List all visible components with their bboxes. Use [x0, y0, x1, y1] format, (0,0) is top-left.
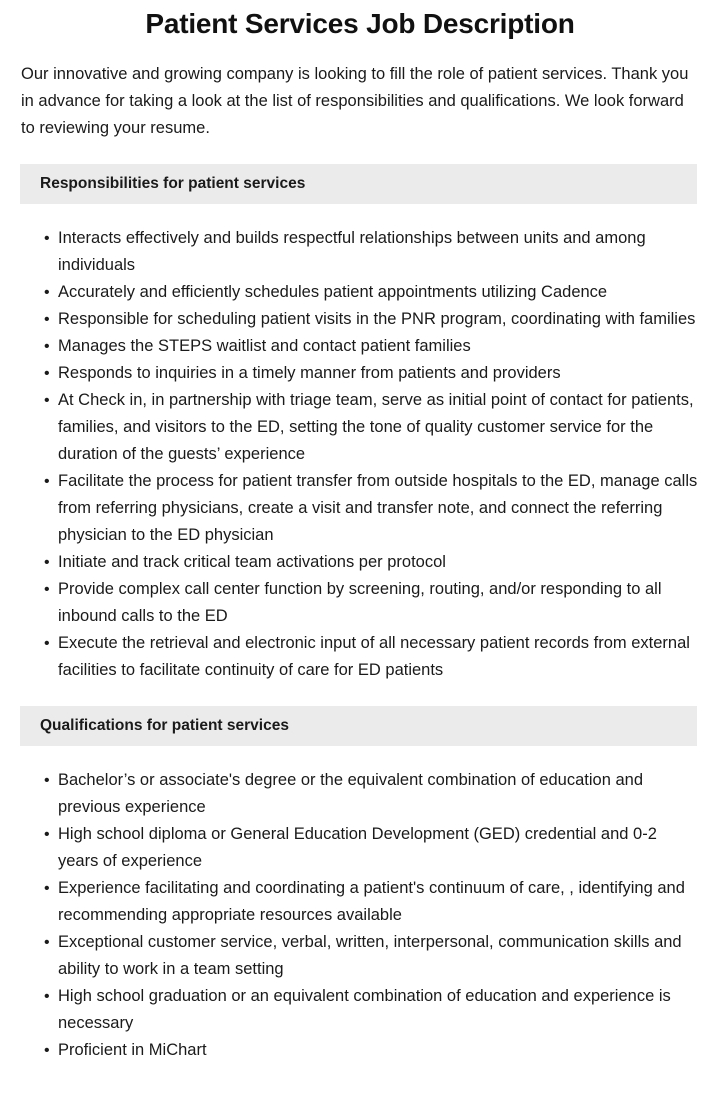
qualifications-section — [0, 706, 720, 1064]
list-item: • Accurately and efficiently schedules patient appointments utilizing Cadence — [44, 279, 698, 306]
list-item: • Interacts effectively and builds respectful relationships between units and among individuals — [44, 225, 698, 279]
responsibilities-list — [0, 204, 720, 684]
list-item: • Provide complex call center function by screening, routing, and/or responding to all inbound calls to the ED — [44, 576, 698, 630]
list-item: • Bachelor’s or associate's degree or the equivalent combination of education and previous experience — [44, 767, 698, 821]
list-item: • Initiate and track critical team activations per protocol — [44, 549, 698, 576]
qualifications-list — [0, 746, 720, 1064]
qualifications-heading-band — [20, 706, 697, 746]
responsibilities-heading-band — [20, 164, 697, 204]
list-item: • Manages the STEPS waitlist and contact patient families — [44, 333, 698, 360]
responsibilities-heading-label: Responsibilities for patient services — [40, 175, 306, 192]
list-item: • Experience facilitating and coordinating a patient's continuum of care, , identifying and recommending appropriate resources available — [44, 875, 698, 929]
responsibilities-section — [0, 164, 720, 684]
intro-paragraph: Our innovative and growing company is looking to fill the role of patient services. Thank you in advance for taking a look at the list of responsibilities and qualifications. We look forward to reviewing your resume. — [21, 65, 689, 137]
list-item: • Facilitate the process for patient transfer from outside hospitals to the ED, manage calls from referring physicians, create a visit and transfer note, and connect the referring physician to the ED physician — [44, 468, 698, 549]
list-item: • High school graduation or an equivalent combination of education and experience is necessary — [44, 983, 698, 1037]
page-title: Patient Services Job Description — [145, 8, 575, 39]
list-item: • Responsible for scheduling patient visits in the PNR program, coordinating with families — [44, 306, 698, 333]
list-item: • Proficient in MiChart — [44, 1037, 698, 1064]
qualifications-heading-label: Qualifications for patient services — [40, 717, 289, 734]
page-bottom-spacer — [0, 1064, 720, 1092]
list-item: • At Check in, in partnership with triage team, serve as initial point of contact for patients, families, and visitors to the ED, setting the tone of quality customer service for the duration of the guests’ experience — [44, 387, 698, 468]
list-item: • Responds to inquiries in a timely manner from patients and providers — [44, 360, 698, 387]
list-item: • Execute the retrieval and electronic input of all necessary patient records from external facilities to facilitate continuity of care for ED patients — [44, 630, 698, 684]
list-item: • High school diploma or General Education Development (GED) credential and 0-2 years of experience — [44, 821, 698, 875]
list-item: • Exceptional customer service, verbal, written, interpersonal, communication skills and ability to work in a team setting — [44, 929, 698, 983]
